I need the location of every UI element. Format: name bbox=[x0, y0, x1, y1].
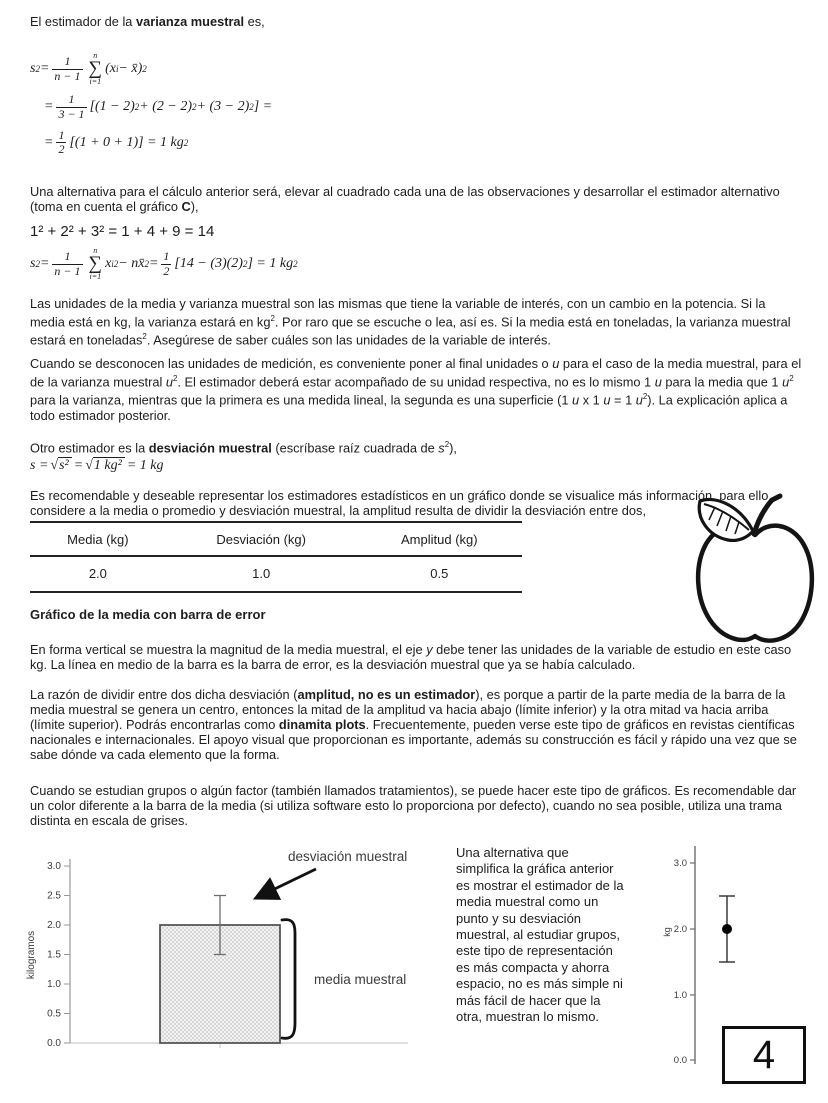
tick-label: 3.0 bbox=[673, 858, 687, 869]
tick-label: 0.0 bbox=[673, 1055, 687, 1066]
table-cell-desviacion: 1.0 bbox=[252, 566, 271, 581]
y-axis-label: kg bbox=[662, 927, 672, 937]
section-heading-error-bar: Gráfico de la media con barra de error bbox=[30, 607, 266, 622]
table-header-amplitud: Amplitud (kg) bbox=[357, 522, 522, 556]
tick-label: 1.0 bbox=[673, 990, 687, 1001]
paragraph-amplitude-reason: La razón de dividir entre dos dicha desviación (amplitud, no es un estimador), es porque a partir de la parte media de la barra de la media muestral se genera un centro, entonces la mitad de la amplitud va hacia abajo (límite inferior) y la otra mitad va hacia arriba (límite superior). Podrás encontrarlas como dinamita plots. Frecuentemente, pueden verse este tipo de gráficos en revistas científicas nacionales e internacionales. El apoyo visual que proporcionan es importante, además su construcción es fácil y rápido una vez que se sabe dónde va cada elemento que la forma. bbox=[30, 687, 797, 762]
paragraph-alternative: Una alternativa para el cálculo anterior será, elevar al cuadrado cada una de las observaciones y desarrollar el estimador alternativo (toma en cuenta el gráfico C), bbox=[30, 184, 780, 214]
formula-alt-line: s 2 = $\frac{1}{n - 1}$ n ∑ i=1 x i 2 − nx̄ 2 = $\frac{1}{2}$ [14 − (3)(2) 2 ] = 1 kg 2 bbox=[30, 246, 298, 282]
tick-label: 1.0 bbox=[47, 979, 61, 990]
tick-label: 0.5 bbox=[47, 1008, 61, 1020]
paragraph-point-alternative: Una alternativa que simplifica la gráfica anterior es mostrar el estimador de la media muestral como un punto y su desviación muestral, al estudiar grupos, este tipo de representación es más compacta y ahorra espacio, no es más simple ni más fácil de hacer que la otra, muestran lo mismo. bbox=[456, 845, 624, 1025]
mean-bar-chart bbox=[20, 845, 452, 1080]
formula-sd-line: s = √ s² = √ 1 kg² = 1 kg bbox=[30, 457, 164, 473]
formula-variance-line3: = $\frac{1}{2}$ [(1 + 0 + 1)] = 1 kg 2 bbox=[44, 127, 189, 157]
paragraph-unknown-units: Cuando se desconocen las unidades de medición, es conveniente poner al final unidades o u para el caso de la media muestral, para el de la varianza muestral $u^2$. El estimador deberá estar acompañado de su unidad respectiva, no es lo mismo 1 u para la media que 1 $u^2$ para la varianza, mientras que la primera es una medida lineal, la segunda es una superficie (1 u x 1 u = 1 $u^2$). La explicación aplica a todo estimador posterior. bbox=[30, 356, 802, 423]
mean-point-marker bbox=[722, 924, 732, 934]
paragraph-recommendation: Es recomendable y deseable representar los estimadores estadísticos en un gráfico donde se visualice más información, para ello, considere a la media o promedio y desviación muestral, la amplitud resulta de dividir la desviación entre dos, bbox=[30, 488, 772, 518]
table-cell-media: 2.0 bbox=[88, 566, 107, 581]
tick-label: 0.0 bbox=[47, 1038, 61, 1049]
mean-bracket-annotation bbox=[282, 920, 295, 1039]
table-header-desviacion: Desviación (kg) bbox=[166, 522, 357, 556]
deviation-arrow-icon bbox=[258, 869, 316, 897]
table-cell-amplitud: 0.5 bbox=[430, 566, 449, 581]
tick-label: 2.0 bbox=[47, 920, 61, 931]
estimators-table bbox=[30, 521, 522, 593]
page-number: 4 bbox=[752, 1032, 776, 1077]
paragraph-intro-variance: El estimador de la varianza muestral es, bbox=[30, 14, 265, 29]
y-axis-tick-labels bbox=[47, 861, 61, 1049]
y-axis-label: kilogramos bbox=[26, 930, 37, 980]
page-number-box bbox=[722, 1026, 806, 1084]
mean-label: media muestral bbox=[314, 972, 407, 987]
paragraph-units: Las unidades de la media y varianza muestral son las mismas que tiene la variable de interés, con un cambio en la potencia. Si la media está en kg, la varianza estará en $kg^2$. Por raro que se escuche o lea, así es. Si la media está en toneladas, la varianza muestral estará en toneladas$^2$. Asegúrese de saber cuáles son las unidades de la variable de interés. bbox=[30, 296, 791, 348]
paragraph-std-dev: Otro estimador es la desviación muestral (escríbase raíz cuadrada de $s^2$), bbox=[30, 440, 457, 456]
table-row bbox=[30, 556, 522, 592]
formula-variance-alternative bbox=[30, 247, 298, 288]
tick-label: 2.5 bbox=[47, 890, 61, 902]
table-header-media: Media (kg) bbox=[30, 522, 166, 556]
tick-label: 3.0 bbox=[47, 861, 61, 872]
tick-label: 1.5 bbox=[47, 949, 61, 961]
table-header-row bbox=[30, 522, 522, 556]
apple-body bbox=[698, 525, 812, 640]
y-axis-ticks bbox=[64, 866, 70, 1043]
formula-variance-line1: s 2 = $\frac{1}{n - 1}$ n ∑ i=1 (x i − x̄) 2 bbox=[30, 51, 147, 87]
formula-variance-line2: = $\frac{1}{3 - 1}$ [(1 − 2) 2 + (2 − 2) 2 + (3 − 2) 2 ] = bbox=[44, 92, 273, 121]
y-axis-ticks bbox=[690, 863, 695, 1060]
tick-label: 2.0 bbox=[673, 924, 687, 935]
squares-sum-line: 1² + 2² + 3² = 1 + 4 + 9 = 14 bbox=[30, 223, 215, 240]
y-axis-tick-labels bbox=[674, 858, 687, 1066]
formula-variance bbox=[30, 52, 272, 164]
deviation-label: desviación muestral bbox=[288, 849, 408, 864]
formula-std-dev bbox=[30, 457, 163, 481]
apple-illustration bbox=[683, 487, 828, 647]
paragraph-vertical-bar: En forma vertical se muestra la magnitud de la media muestral, el eje y debe tener las unidades de la variable de estudio en este caso kg. La línea en medio de la barra es la barra de error, es la desviación muestral que ya se había calculado. bbox=[30, 642, 792, 672]
paragraph-groups: Cuando se estudian grupos o algún factor (también llamados tratamientos), se puede hacer este tipo de gráficos. Es recomendable dar un color diferente a la barra de la media (si utiliza software esto lo proporciona por defecto), cuando no sea posible, utiliza una trama distinta en escala de grises. bbox=[30, 783, 797, 828]
